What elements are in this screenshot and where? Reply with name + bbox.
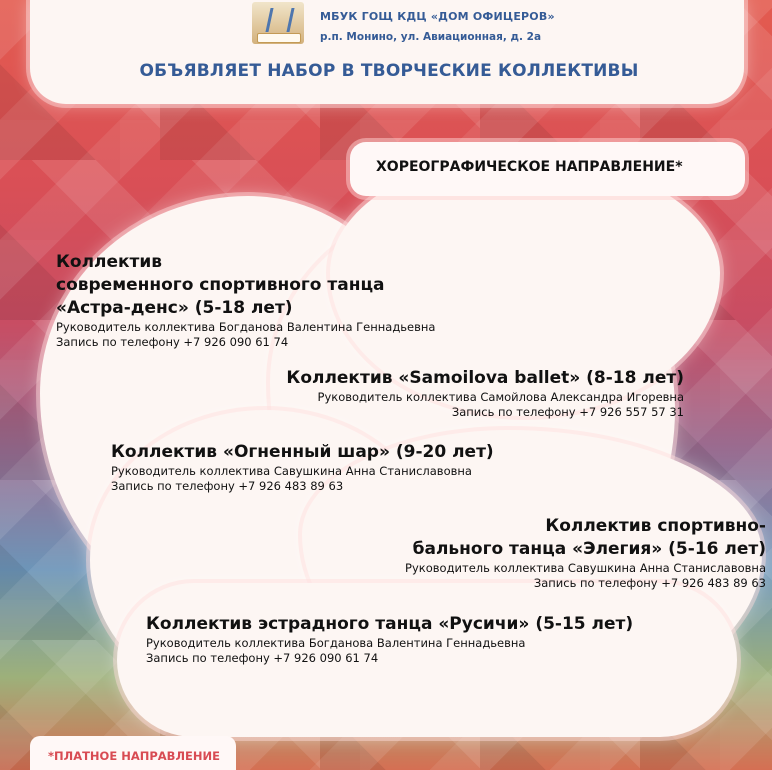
group-phone: Запись по телефону +7 926 090 61 74 xyxy=(146,651,379,665)
group-phone: Запись по телефону +7 926 483 89 63 xyxy=(111,479,344,493)
logo-figure-icon xyxy=(265,8,294,32)
group-title-line: «Астра-денс» (5-18 лет) xyxy=(56,298,293,318)
header-top xyxy=(252,0,612,52)
group-phone: Запись по телефону +7 926 090 61 74 xyxy=(56,335,289,349)
group-ognenny-shar xyxy=(111,441,494,494)
group-leader: Руководитель коллектива Савушкина Анна Станиславовна xyxy=(405,561,766,575)
group-leader: Руководитель коллектива Богданова Валентина Геннадьевна xyxy=(146,636,526,650)
group-elegiya xyxy=(323,515,766,591)
organization-name: МБУК ГОЩ КДЦ «ДОМ ОФИЦЕРОВ» xyxy=(320,10,555,23)
group-title-line: Коллектив эстрадного танца «Русичи» (5-15 лет) xyxy=(146,614,634,634)
direction-title: ХОРЕОГРАФИЧЕСКОЕ НАПРАВЛЕНИЕ* xyxy=(376,159,683,175)
announcement-title: ОБЪЯВЛЯЕТ НАБОР В ТВОРЧЕСКИЕ КОЛЛЕКТИВЫ xyxy=(139,61,639,81)
group-astra-dens xyxy=(56,251,435,350)
theatre-logo-icon xyxy=(252,2,304,44)
group-title-line: Коллектив «Огненный шар» (9-20 лет) xyxy=(111,442,494,462)
group-leader: Руководитель коллектива Самойлова Александра Игоревна xyxy=(317,390,684,404)
group-phone: Запись по телефону +7 926 557 57 31 xyxy=(451,405,684,419)
group-rusichi xyxy=(146,613,633,666)
paid-direction-note: *ПЛАТНОЕ НАПРАВЛЕНИЕ xyxy=(48,749,220,763)
group-title-line: Коллектив xyxy=(56,252,163,272)
organization-address: р.п. Монино, ул. Авиационная, д. 2а xyxy=(320,31,542,43)
group-leader: Руководитель коллектива Савушкина Анна Станиславовна xyxy=(111,464,472,478)
group-title-line: современного спортивного танца xyxy=(56,275,385,295)
group-phone: Запись по телефону +7 926 483 89 63 xyxy=(533,576,766,590)
group-leader: Руководитель коллектива Богданова Валентина Геннадьевна xyxy=(56,320,436,334)
logo-base-icon xyxy=(257,33,301,43)
group-samoilova-ballet xyxy=(232,367,684,420)
group-title-line: Коллектив спортивно- xyxy=(545,516,766,536)
group-title-line: бального танца «Элегия» (5-16 лет) xyxy=(412,539,766,559)
group-title-line: Коллектив «Samoilova ballet» (8-18 лет) xyxy=(286,368,684,388)
